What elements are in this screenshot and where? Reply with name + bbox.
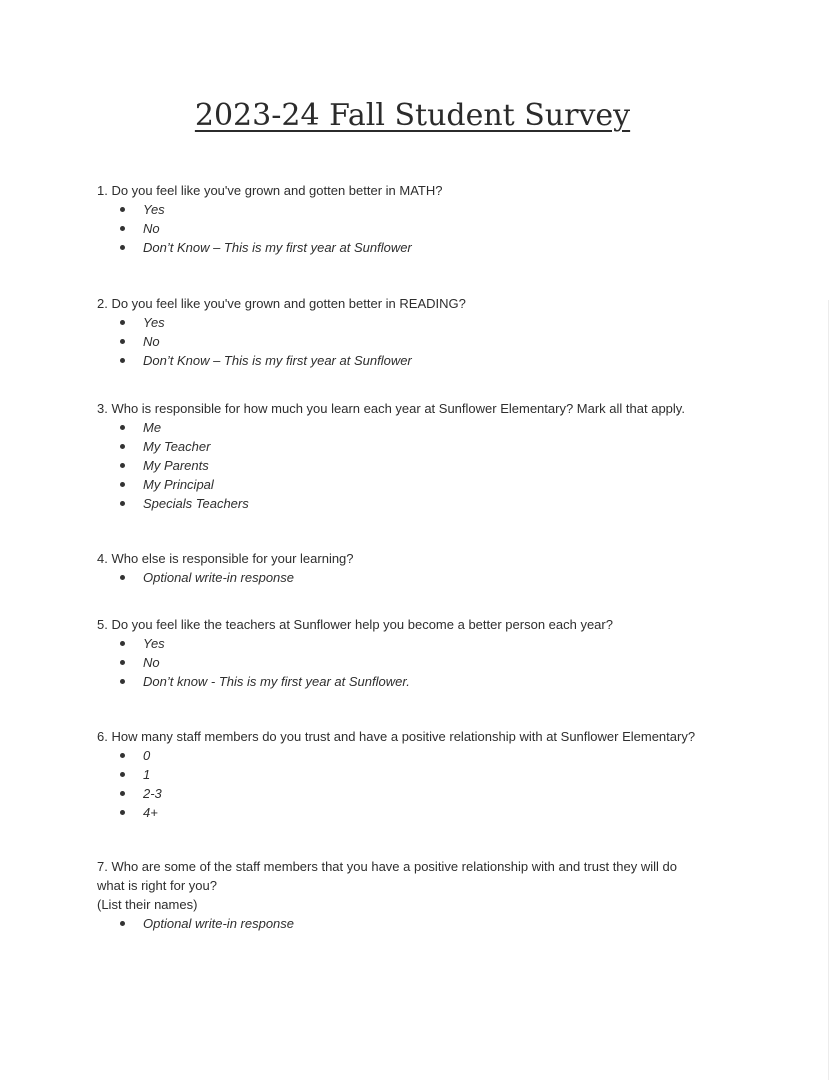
- option-label: No: [143, 655, 160, 670]
- question-text: 1. Do you feel like you've grown and gotten better in MATH?: [97, 183, 443, 198]
- bullet-icon: [120, 425, 125, 430]
- bullet-icon: [120, 791, 125, 796]
- question-text: 4. Who else is responsible for your learning?: [97, 551, 354, 566]
- option-item: [97, 351, 757, 370]
- option-item: [97, 746, 757, 765]
- bullet-icon: [120, 575, 125, 580]
- option-item: [97, 634, 757, 653]
- option-label: Specials Teachers: [143, 496, 249, 511]
- option-item: [97, 765, 757, 784]
- option-label: Don’t Know – This is my first year at Sunflower: [143, 240, 412, 255]
- question-3: [97, 399, 757, 513]
- bullet-icon: [120, 772, 125, 777]
- page-title: [0, 98, 825, 133]
- option-list: [97, 200, 757, 257]
- option-item: [97, 200, 757, 219]
- bullet-icon: [120, 753, 125, 758]
- option-label: Don’t Know – This is my first year at Sunflower: [143, 353, 412, 368]
- option-item: [97, 437, 757, 456]
- option-label: Me: [143, 420, 162, 435]
- option-item: [97, 672, 757, 691]
- question-7: [97, 857, 757, 933]
- scan-edge-line: [828, 300, 829, 1080]
- option-label: No: [143, 221, 160, 236]
- option-label: My Teacher: [143, 439, 211, 454]
- option-item: [97, 653, 757, 672]
- question-6: [97, 727, 757, 822]
- option-item: [97, 494, 757, 513]
- option-label: 4+: [143, 805, 158, 820]
- option-label: Yes: [143, 636, 165, 651]
- option-item: [97, 803, 757, 822]
- question-1: [97, 181, 757, 257]
- bullet-icon: [120, 660, 125, 665]
- option-label: 2-3: [143, 786, 162, 801]
- bullet-icon: [120, 921, 125, 926]
- bullet-icon: [120, 641, 125, 646]
- option-label: Yes: [143, 202, 165, 217]
- question-text: 6. How many staff members do you trust and have a positive relationship with at Sunflower Elementary?: [97, 729, 696, 744]
- option-label: Optional write-in response: [143, 916, 295, 931]
- option-item: [97, 332, 757, 351]
- option-list: [97, 746, 757, 822]
- page-title-text: 2023-24 Fall Student Survey: [194, 98, 631, 133]
- option-list: [97, 418, 757, 513]
- option-item: [97, 238, 757, 257]
- option-item: [97, 475, 757, 494]
- option-item: [97, 456, 757, 475]
- option-label: 1: [143, 767, 151, 782]
- question-4: [97, 549, 757, 587]
- option-item: [97, 568, 757, 587]
- option-label: Yes: [143, 315, 165, 330]
- option-item: [97, 784, 757, 803]
- option-label: Don’t know - This is my first year at Sunflower.: [143, 674, 410, 689]
- question-5: [97, 615, 757, 691]
- bullet-icon: [120, 245, 125, 250]
- question-text: 7. Who are some of the staff members that you have a positive relationship with and trust they will do what is right for you? (List their names): [97, 859, 677, 912]
- option-label: My Parents: [143, 458, 209, 473]
- option-item: [97, 914, 757, 933]
- option-item: [97, 418, 757, 437]
- question-2: [97, 294, 757, 370]
- bullet-icon: [120, 482, 125, 487]
- option-list: [97, 313, 757, 370]
- option-label: 0: [143, 748, 151, 763]
- option-list: [97, 914, 757, 933]
- question-text: 3. Who is responsible for how much you learn each year at Sunflower Elementary? Mark all that apply.: [97, 401, 685, 416]
- option-item: [97, 313, 757, 332]
- option-list: [97, 568, 757, 587]
- bullet-icon: [120, 358, 125, 363]
- option-list: [97, 634, 757, 691]
- bullet-icon: [120, 226, 125, 231]
- bullet-icon: [120, 501, 125, 506]
- option-label: Optional write-in response: [143, 570, 295, 585]
- bullet-icon: [120, 339, 125, 344]
- bullet-icon: [120, 320, 125, 325]
- bullet-icon: [120, 810, 125, 815]
- bullet-icon: [120, 463, 125, 468]
- bullet-icon: [120, 207, 125, 212]
- option-label: My Principal: [143, 477, 214, 492]
- bullet-icon: [120, 679, 125, 684]
- bullet-icon: [120, 444, 125, 449]
- option-item: [97, 219, 757, 238]
- question-text: 2. Do you feel like you've grown and gotten better in READING?: [97, 296, 466, 311]
- option-label: No: [143, 334, 160, 349]
- question-text: 5. Do you feel like the teachers at Sunflower help you become a better person each year?: [97, 617, 613, 632]
